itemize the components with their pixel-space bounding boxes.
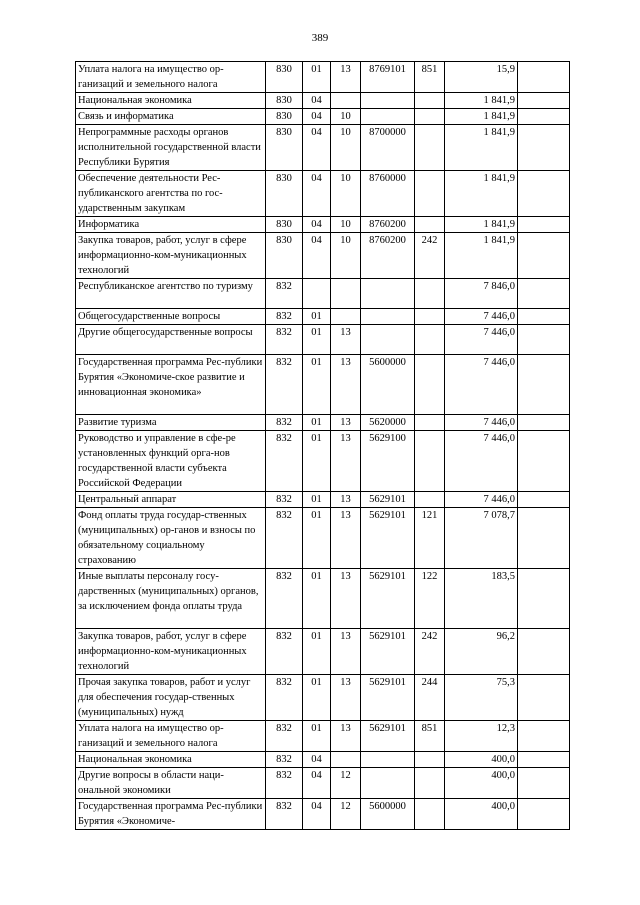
ministry-code-cell: 832	[266, 675, 303, 721]
section-code-cell: 01	[303, 431, 331, 492]
expense-type-cell	[415, 431, 445, 492]
item-name-cell: Государственная программа Рес-публики Бурятия «Экономиче-	[76, 799, 266, 830]
target-article-cell: 8760200	[361, 217, 415, 233]
ministry-code-cell: 830	[266, 217, 303, 233]
empty-cell	[518, 492, 570, 508]
empty-cell	[518, 629, 570, 675]
item-name-cell: Государственная программа Рес-публики Бурятия «Экономиче-ское развитие и инновационная экономика»	[76, 355, 266, 415]
amount-cell: 7 446,0	[445, 431, 518, 492]
empty-cell	[518, 171, 570, 217]
ministry-code-cell: 830	[266, 171, 303, 217]
target-article-cell: 5629100	[361, 431, 415, 492]
item-name-cell: Республиканское агентство по туризму	[76, 279, 266, 309]
amount-cell: 1 841,9	[445, 171, 518, 217]
target-article-cell: 5629101	[361, 629, 415, 675]
target-article-cell: 5600000	[361, 355, 415, 415]
table-row	[76, 355, 570, 415]
expense-type-cell	[415, 355, 445, 415]
target-article-cell	[361, 309, 415, 325]
amount-cell: 75,3	[445, 675, 518, 721]
empty-cell	[518, 508, 570, 569]
target-article-cell: 5620000	[361, 415, 415, 431]
subsection-code-cell	[331, 279, 361, 309]
ministry-code-cell: 832	[266, 752, 303, 768]
item-name-cell: Закупка товаров, работ, услуг в сфере информационно-ком-муникационных технологий	[76, 233, 266, 279]
item-name-cell: Национальная экономика	[76, 752, 266, 768]
item-name-cell: Национальная экономика	[76, 93, 266, 109]
amount-cell: 400,0	[445, 799, 518, 830]
ministry-code-cell: 832	[266, 721, 303, 752]
subsection-code-cell	[331, 752, 361, 768]
table-row	[76, 233, 570, 279]
expense-type-cell: 851	[415, 62, 445, 93]
item-name-cell: Фонд оплаты труда государ-ственных (муниципальных) ор-ганов и взносы по обязательному социальному страхованию	[76, 508, 266, 569]
page-number: 389	[311, 32, 329, 44]
empty-cell	[518, 217, 570, 233]
section-code-cell: 01	[303, 508, 331, 569]
amount-cell: 7 446,0	[445, 325, 518, 355]
amount-cell: 7 446,0	[445, 355, 518, 415]
section-code-cell	[303, 279, 331, 309]
subsection-code-cell: 12	[331, 768, 361, 799]
expense-type-cell: 851	[415, 721, 445, 752]
budget-table	[75, 61, 570, 830]
item-name-cell: Общегосударственные вопросы	[76, 309, 266, 325]
expense-type-cell	[415, 325, 445, 355]
expense-type-cell	[415, 279, 445, 309]
empty-cell	[518, 569, 570, 629]
table-row	[76, 675, 570, 721]
item-name-cell: Уплата налога на имущество ор-ганизаций и земельного налога	[76, 721, 266, 752]
expense-type-cell	[415, 109, 445, 125]
section-code-cell: 01	[303, 415, 331, 431]
table-row	[76, 752, 570, 768]
target-article-cell: 5629101	[361, 721, 415, 752]
subsection-code-cell: 10	[331, 233, 361, 279]
target-article-cell: 5629101	[361, 492, 415, 508]
item-name-cell: Центральный аппарат	[76, 492, 266, 508]
subsection-code-cell: 13	[331, 629, 361, 675]
section-code-cell: 04	[303, 752, 331, 768]
section-code-cell: 04	[303, 93, 331, 109]
empty-cell	[518, 415, 570, 431]
table-row	[76, 492, 570, 508]
item-name-cell: Непрограммные расходы органов исполнительной государственной власти Республики Бурятия	[76, 125, 266, 171]
empty-cell	[518, 768, 570, 799]
amount-cell: 1 841,9	[445, 109, 518, 125]
table-row	[76, 768, 570, 799]
amount-cell: 15,9	[445, 62, 518, 93]
item-name-cell: Развитие туризма	[76, 415, 266, 431]
target-article-cell: 8769101	[361, 62, 415, 93]
amount-cell: 7 446,0	[445, 415, 518, 431]
item-name-cell: Другие вопросы в области наци-ональной экономики	[76, 768, 266, 799]
section-code-cell: 04	[303, 233, 331, 279]
expense-type-cell	[415, 171, 445, 217]
subsection-code-cell: 13	[331, 492, 361, 508]
target-article-cell	[361, 752, 415, 768]
section-code-cell: 01	[303, 675, 331, 721]
expense-type-cell	[415, 415, 445, 431]
target-article-cell: 8700000	[361, 125, 415, 171]
expense-type-cell: 121	[415, 508, 445, 569]
item-name-cell: Информатика	[76, 217, 266, 233]
ministry-code-cell: 832	[266, 415, 303, 431]
subsection-code-cell	[331, 93, 361, 109]
amount-cell: 7 446,0	[445, 492, 518, 508]
ministry-code-cell: 830	[266, 125, 303, 171]
section-code-cell: 01	[303, 569, 331, 629]
section-code-cell: 04	[303, 799, 331, 830]
expense-type-cell	[415, 768, 445, 799]
empty-cell	[518, 62, 570, 93]
subsection-code-cell: 13	[331, 431, 361, 492]
table-row	[76, 721, 570, 752]
target-article-cell: 5600000	[361, 799, 415, 830]
target-article-cell	[361, 279, 415, 309]
item-name-cell: Другие общегосударственные вопросы	[76, 325, 266, 355]
ministry-code-cell: 832	[266, 279, 303, 309]
empty-cell	[518, 752, 570, 768]
empty-cell	[518, 675, 570, 721]
item-name-cell: Уплата налога на имущество ор-ганизаций и земельного налога	[76, 62, 266, 93]
empty-cell	[518, 799, 570, 830]
table-row	[76, 431, 570, 492]
item-name-cell: Руководство и управление в сфе-ре установленных функций орга-нов государственной власти субъекта Российской Федерации	[76, 431, 266, 492]
subsection-code-cell: 13	[331, 721, 361, 752]
table-row	[76, 109, 570, 125]
subsection-code-cell: 13	[331, 415, 361, 431]
expense-type-cell	[415, 492, 445, 508]
amount-cell: 1 841,9	[445, 217, 518, 233]
subsection-code-cell: 13	[331, 569, 361, 629]
expense-type-cell	[415, 309, 445, 325]
empty-cell	[518, 279, 570, 309]
expense-type-cell: 244	[415, 675, 445, 721]
section-code-cell: 04	[303, 768, 331, 799]
table-row	[76, 799, 570, 830]
empty-cell	[518, 721, 570, 752]
amount-cell: 400,0	[445, 752, 518, 768]
empty-cell	[518, 431, 570, 492]
subsection-code-cell: 13	[331, 62, 361, 93]
ministry-code-cell: 832	[266, 569, 303, 629]
item-name-cell: Связь и информатика	[76, 109, 266, 125]
expense-type-cell	[415, 93, 445, 109]
item-name-cell: Прочая закупка товаров, работ и услуг для обеспечения государ-ственных (муниципальных) нужд	[76, 675, 266, 721]
expense-type-cell	[415, 217, 445, 233]
empty-cell	[518, 93, 570, 109]
subsection-code-cell: 12	[331, 799, 361, 830]
expense-type-cell: 122	[415, 569, 445, 629]
subsection-code-cell: 13	[331, 355, 361, 415]
amount-cell: 7 078,7	[445, 508, 518, 569]
section-code-cell: 01	[303, 309, 331, 325]
table-row	[76, 325, 570, 355]
amount-cell: 7 846,0	[445, 279, 518, 309]
item-name-cell: Иные выплаты персоналу госу-дарственных (муниципальных) органов, за исключением фонда оплаты труда	[76, 569, 266, 629]
ministry-code-cell: 830	[266, 93, 303, 109]
target-article-cell: 5629101	[361, 508, 415, 569]
table-row	[76, 629, 570, 675]
target-article-cell	[361, 109, 415, 125]
section-code-cell: 04	[303, 125, 331, 171]
table-row	[76, 279, 570, 309]
table-row	[76, 309, 570, 325]
section-code-cell: 01	[303, 325, 331, 355]
table-row	[76, 62, 570, 93]
target-article-cell	[361, 768, 415, 799]
subsection-code-cell: 10	[331, 171, 361, 217]
ministry-code-cell: 832	[266, 492, 303, 508]
target-article-cell	[361, 93, 415, 109]
budget-table-body	[76, 62, 570, 830]
amount-cell: 183,5	[445, 569, 518, 629]
section-code-cell: 01	[303, 629, 331, 675]
ministry-code-cell: 830	[266, 233, 303, 279]
ministry-code-cell: 832	[266, 355, 303, 415]
empty-cell	[518, 309, 570, 325]
section-code-cell: 04	[303, 217, 331, 233]
table-row	[76, 217, 570, 233]
item-name-cell: Обеспечение деятельности Рес-публиканского агентства по гос-ударственным закупкам	[76, 171, 266, 217]
target-article-cell	[361, 325, 415, 355]
ministry-code-cell: 830	[266, 109, 303, 125]
section-code-cell: 04	[303, 109, 331, 125]
expense-type-cell: 242	[415, 233, 445, 279]
empty-cell	[518, 355, 570, 415]
target-article-cell: 5629101	[361, 675, 415, 721]
table-row	[76, 93, 570, 109]
amount-cell: 1 841,9	[445, 93, 518, 109]
subsection-code-cell	[331, 309, 361, 325]
amount-cell: 1 841,9	[445, 125, 518, 171]
amount-cell: 400,0	[445, 768, 518, 799]
ministry-code-cell: 832	[266, 431, 303, 492]
expense-type-cell	[415, 799, 445, 830]
table-row	[76, 415, 570, 431]
item-name-cell: Закупка товаров, работ, услуг в сфере информационно-ком-муникационных технологий	[76, 629, 266, 675]
subsection-code-cell: 13	[331, 325, 361, 355]
table-row	[76, 508, 570, 569]
ministry-code-cell: 832	[266, 508, 303, 569]
subsection-code-cell: 10	[331, 125, 361, 171]
target-article-cell: 5629101	[361, 569, 415, 629]
table-row	[76, 171, 570, 217]
ministry-code-cell: 832	[266, 799, 303, 830]
expense-type-cell	[415, 752, 445, 768]
expense-type-cell: 242	[415, 629, 445, 675]
target-article-cell: 8760000	[361, 171, 415, 217]
section-code-cell: 01	[303, 355, 331, 415]
table-row	[76, 125, 570, 171]
expense-type-cell	[415, 125, 445, 171]
section-code-cell: 01	[303, 721, 331, 752]
table-row	[76, 569, 570, 629]
section-code-cell: 01	[303, 62, 331, 93]
section-code-cell: 01	[303, 492, 331, 508]
subsection-code-cell: 13	[331, 675, 361, 721]
ministry-code-cell: 832	[266, 768, 303, 799]
subsection-code-cell: 10	[331, 109, 361, 125]
amount-cell: 1 841,9	[445, 233, 518, 279]
section-code-cell: 04	[303, 171, 331, 217]
empty-cell	[518, 125, 570, 171]
subsection-code-cell: 10	[331, 217, 361, 233]
amount-cell: 7 446,0	[445, 309, 518, 325]
subsection-code-cell: 13	[331, 508, 361, 569]
ministry-code-cell: 830	[266, 62, 303, 93]
ministry-code-cell: 832	[266, 309, 303, 325]
ministry-code-cell: 832	[266, 325, 303, 355]
ministry-code-cell: 832	[266, 629, 303, 675]
empty-cell	[518, 325, 570, 355]
amount-cell: 96,2	[445, 629, 518, 675]
empty-cell	[518, 233, 570, 279]
empty-cell	[518, 109, 570, 125]
amount-cell: 12,3	[445, 721, 518, 752]
target-article-cell: 8760200	[361, 233, 415, 279]
